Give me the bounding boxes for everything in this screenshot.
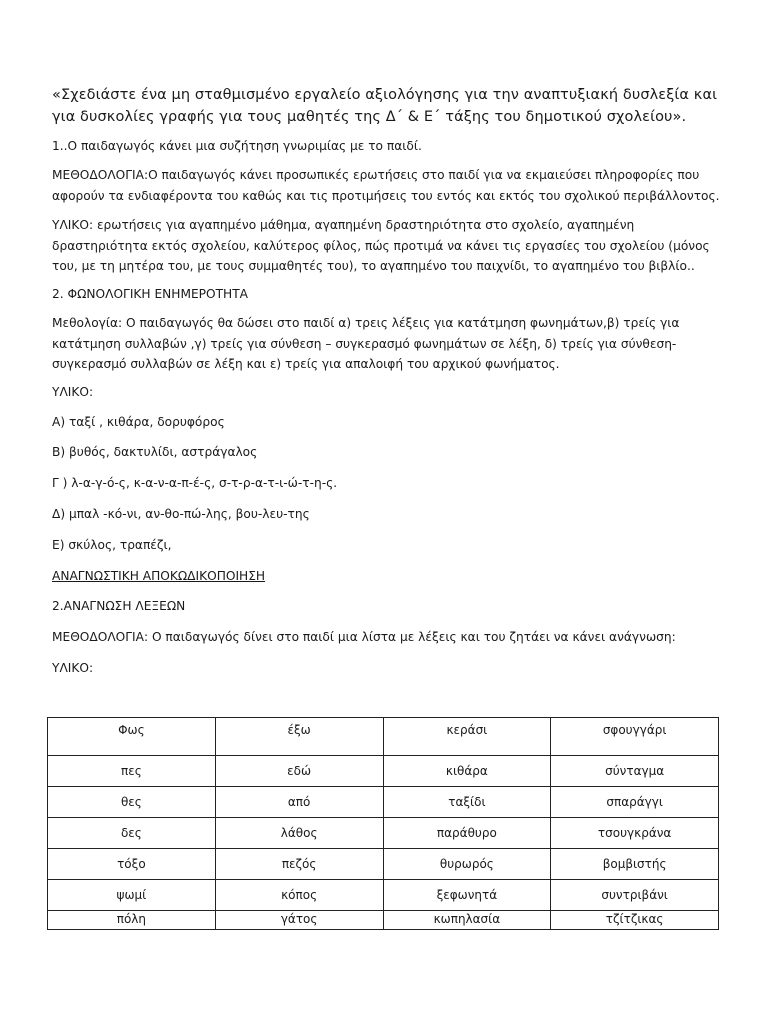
section-3-material-label: ΥΛΙΚΟ:	[52, 661, 94, 675]
table-cell: λάθος	[215, 818, 383, 849]
item-c: Γ ) λ-α-γ-ό-ς, κ-α-ν-α-π-έ-ς, σ-τ-ρ-α-τ-ι-ώ-τ-η-ς.	[52, 476, 338, 490]
document-title: «Σχεδιάστε ένα μη σταθμισμένο εργαλείο αξιολόγησης για την αναπτυξιακή δυσλεξία και για δυσκολίες γραφής για τους μαθητές της Δ΄ & Ε΄ τάξης του δημοτικού σχολείου».	[52, 87, 718, 125]
table-row	[48, 756, 719, 787]
item-d: Δ) μπαλ -κό-νι, αν-θο-πώ-λης, βου-λευ-της	[52, 507, 310, 521]
section-2-methodology: Μεθολογία: Ο παιδαγωγός θα δώσει στο παιδί α) τρεις λέξεις για κατάτμηση φωνημάτων,β) τρείς για κατάτμηση συλλαβών ,γ) τρείς για σύνθεση – συγκερασμό φωνημάτων σε λέξη, δ) τρείς για σύνθεση-συγκερασμό συλλαβών σε λέξη και ε) τρείς για απαλοιφή του αρχικού φωνήματος.	[52, 316, 680, 371]
table-cell: συντριβάνι	[551, 880, 719, 911]
table-row	[48, 818, 719, 849]
table-row	[48, 787, 719, 818]
section-2-material-label: ΥΛΙΚΟ:	[52, 385, 94, 399]
section-1-material: ΥΛΙΚΟ: ερωτήσεις για αγαπημένο μάθημα, αγαπημένη δραστηριότητα στο σχολείο, αγαπημένη δραστηριότητα εκτός σχολείου, καλύτερος φίλος, πώς προτιμά να κάνει τις εργασίες του σχολείου (μόνος του, με τη μητέρα του, με τους συμμαθητές του), το αγαπημένο του παιχνίδι, το αγαπημένο του βιβλίο..	[52, 218, 710, 273]
table-cell: έξω	[215, 718, 383, 756]
table-cell: παράθυρο	[383, 818, 551, 849]
table-cell: πες	[48, 756, 216, 787]
table-cell: κιθάρα	[383, 756, 551, 787]
table-cell: σφουγγάρι	[551, 718, 719, 756]
table-cell: θυρωρός	[383, 849, 551, 880]
table-cell: κωπηλασία	[383, 911, 551, 930]
word-list-table	[47, 717, 719, 930]
section-3-subheading: 2.ΑΝΑΓΝΩΣΗ ΛΕΞΕΩΝ	[52, 599, 186, 613]
table-cell: κεράσι	[383, 718, 551, 756]
section-1-heading: 1..Ο παιδαγωγός κάνει μια συζήτηση γνωριμίας με το παιδί.	[52, 139, 422, 153]
table-cell: τζίτζικας	[551, 911, 719, 930]
table-cell: σύνταγμα	[551, 756, 719, 787]
table-cell: κόπος	[215, 880, 383, 911]
table-cell: πεζός	[215, 849, 383, 880]
section-3-heading: ΑΝΑΓΝΩΣΤΙΚΗ ΑΠΟΚΩΔΙΚΟΠΟΙΗΣΗ	[52, 569, 266, 583]
table-cell: θες	[48, 787, 216, 818]
table-cell: από	[215, 787, 383, 818]
table-cell: ταξίδι	[383, 787, 551, 818]
table-cell: εδώ	[215, 756, 383, 787]
table-row	[48, 718, 719, 756]
table-cell: δες	[48, 818, 216, 849]
table-cell: πόλη	[48, 911, 216, 930]
item-e: Ε) σκύλος, τραπέζι,	[52, 538, 172, 552]
item-a: Α) ταξί , κιθάρα, δορυφόρος	[52, 415, 225, 429]
table-cell: βομβιστής	[551, 849, 719, 880]
table-row	[48, 849, 719, 880]
table-cell: Φως	[48, 718, 216, 756]
section-2-heading: 2. ΦΩΝΟΛΟΓΙΚΗ ΕΝΗΜΕΡΟΤΗΤΑ	[52, 287, 248, 301]
table-cell: ξεφωνητά	[383, 880, 551, 911]
table-cell: σπαράγγι	[551, 787, 719, 818]
table-row	[48, 880, 719, 911]
table-cell: τσουγκράνα	[551, 818, 719, 849]
section-1-methodology: ΜΕΘΟΔΟΛΟΓΙΑ:Ο παιδαγωγός κάνει προσωπικές ερωτήσεις στο παιδί για να εκμαιεύσει πληροφορίες που αφορούν τα ενδιαφέροντα του καθώς και τις προτιμήσεις του εντός και εκτός του σχολικού περιβάλλοντος.	[52, 168, 720, 203]
table-row	[48, 911, 719, 930]
item-b: Β) βυθός, δακτυλίδι, αστράγαλος	[52, 445, 258, 459]
section-3-methodology: ΜΕΘΟΔΟΛΟΓΙΑ: Ο παιδαγωγός δίνει στο παιδί μια λίστα με λέξεις και του ζητάει να κάνει ανάγνωση:	[52, 630, 676, 644]
table-cell: γάτος	[215, 911, 383, 930]
table-cell: ψωμί	[48, 880, 216, 911]
table-cell: τόξο	[48, 849, 216, 880]
